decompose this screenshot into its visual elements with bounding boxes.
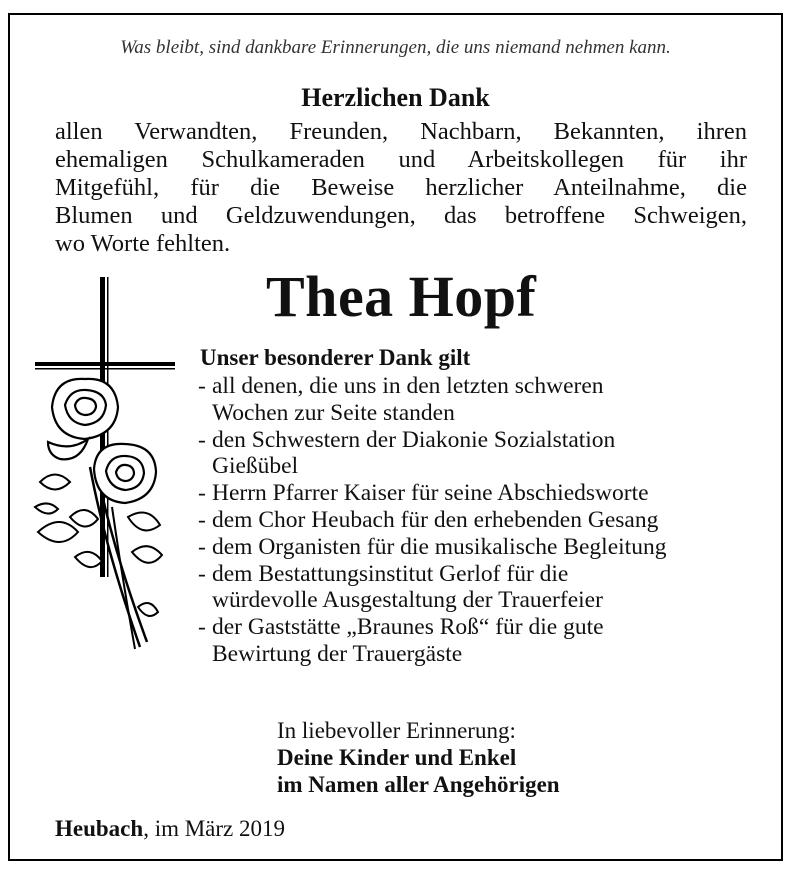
closing-signature	[277, 717, 560, 798]
list-dash: -	[198, 480, 206, 507]
list-dash: -	[198, 614, 206, 641]
list-item	[198, 561, 666, 615]
list-item-line: Bewirtung der Trauergäste	[212, 640, 463, 667]
thanks-line: allen Verwandten, Freunden, Nachbarn, Bekannten, ihren	[55, 118, 747, 145]
deceased-name: Thea Hopf	[266, 264, 537, 329]
list-item	[198, 480, 666, 507]
list-item	[198, 507, 666, 534]
list-item-line: Herrn Pfarrer Kaiser für seine Abschiedsworte	[212, 480, 649, 507]
list-item	[198, 373, 666, 427]
obituary-frame	[8, 13, 783, 861]
list-item-line: Gießübel	[212, 453, 299, 480]
list-item-line: den Schwestern der Diakonie Sozialstation	[212, 426, 616, 453]
thanks-text	[55, 118, 747, 258]
list-item-line: der Gaststätte „Braunes Roß“ für die gute	[212, 614, 604, 641]
thanks-line: Mitgefühl, für die Beweise herzlicher Anteilnahme, die	[55, 174, 747, 201]
list-item-line: dem Bestattungsinstitut Gerlof für die	[212, 560, 569, 587]
place-date	[55, 816, 285, 842]
cross-roses-icon	[30, 277, 190, 667]
list-item-line: dem Chor Heubach für den erhebenden Gesang	[212, 506, 659, 533]
motto-quote: Was bleibt, sind dankbare Erinnerungen, die uns niemand nehmen kann.	[120, 37, 671, 58]
list-item	[198, 427, 666, 481]
list-dash: -	[198, 560, 206, 587]
closing-family: Deine Kinder und Enkel	[277, 745, 517, 770]
closing-intro: In liebevoller Erinnerung:	[277, 718, 516, 743]
list-dash: -	[198, 533, 206, 560]
special-thanks-title: Unser besonderer Dank gilt	[200, 345, 471, 370]
list-dash: -	[198, 426, 206, 453]
thanks-line: Blumen und Geldzuwendungen, das betroffene Schweigen,	[55, 202, 747, 229]
place-town: Heubach	[55, 816, 144, 841]
thanks-line: ehemaligen Schulkameraden und Arbeitskollegen für ihr	[55, 146, 747, 173]
list-dash: -	[198, 373, 206, 399]
list-dash: -	[198, 506, 206, 533]
list-item-line: würdevolle Ausgestaltung der Trauerfeier	[212, 587, 603, 614]
thanks-title: Herzlichen Dank	[301, 83, 490, 112]
thanks-line: wo Worte fehlten.	[55, 230, 231, 257]
special-thanks-list	[198, 373, 666, 668]
list-item-line: dem Organisten für die musikalische Begleitung	[212, 533, 667, 560]
closing-relatives: im Namen aller Angehörigen	[277, 772, 560, 797]
list-item	[198, 614, 666, 668]
list-item-line: Wochen zur Seite standen	[212, 399, 455, 426]
list-item-line: all denen, die uns in den letzten schweren	[212, 373, 604, 399]
place-date-text: , im März 2019	[143, 816, 285, 841]
list-item	[198, 534, 666, 561]
